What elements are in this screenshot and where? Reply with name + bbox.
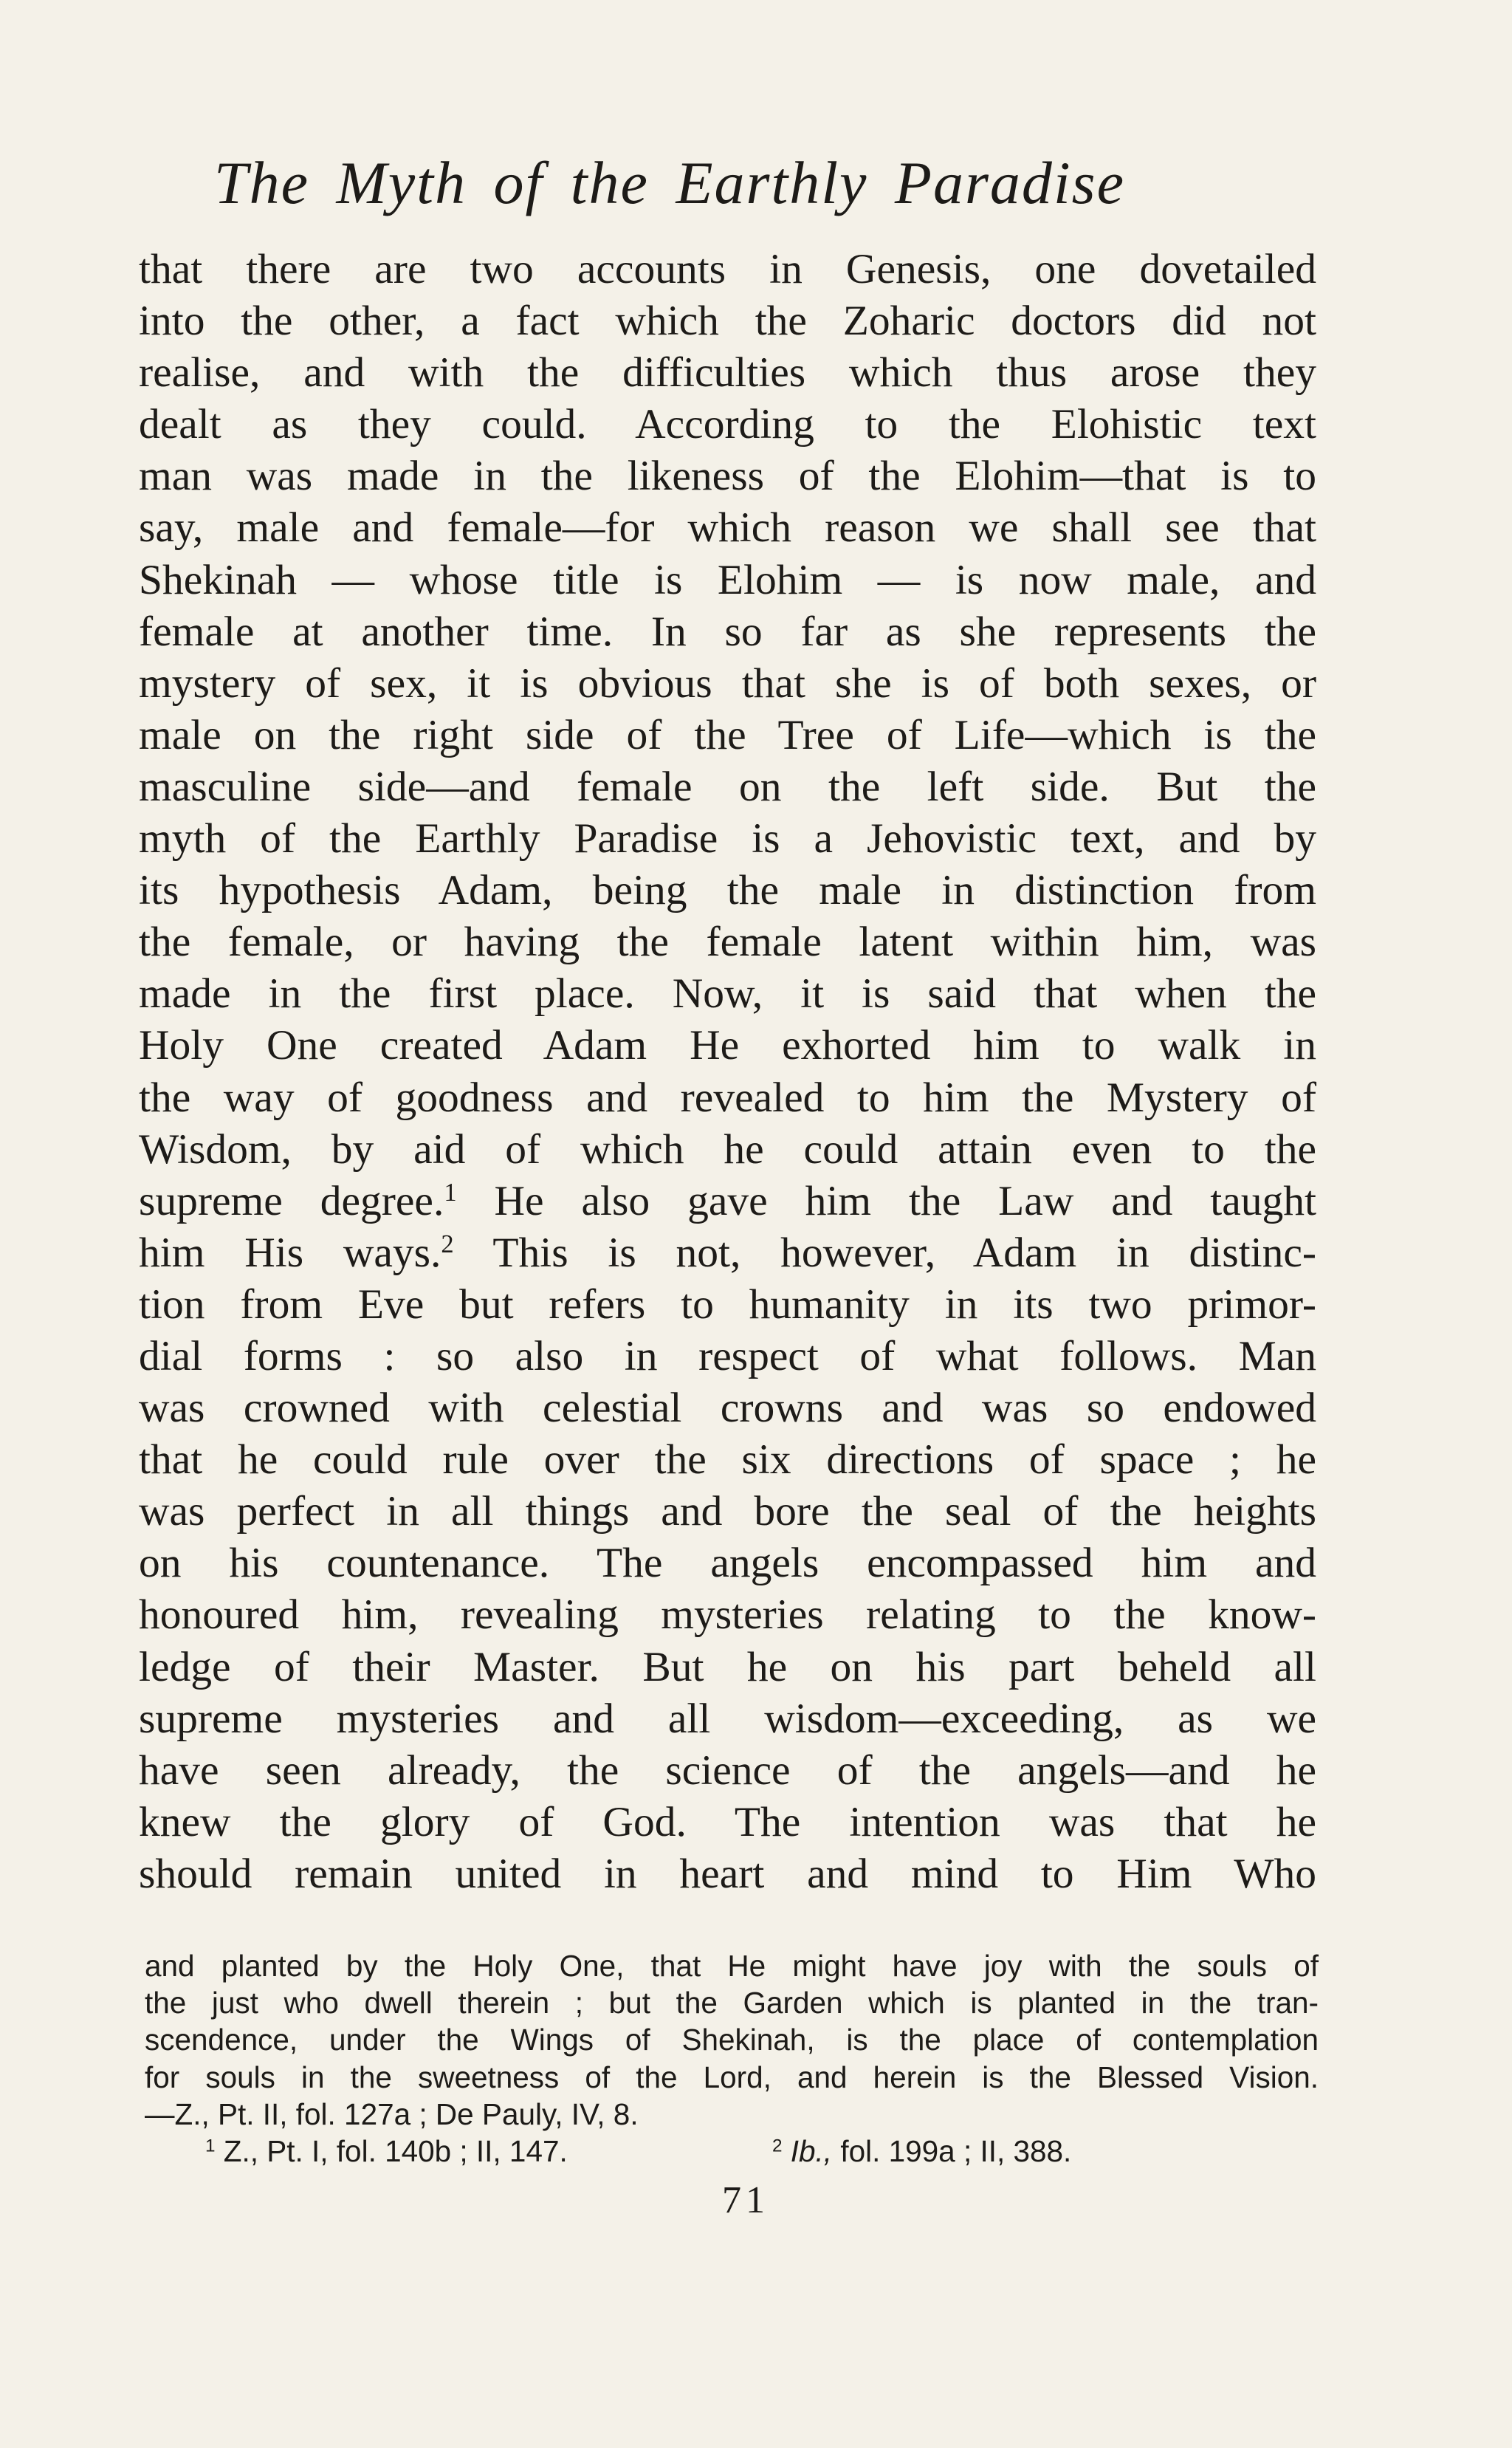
page-number: 71: [722, 2179, 769, 2221]
body-line: say, male and female—for which reason we shall see that: [139, 504, 1316, 552]
footnote-line: scendence, under the Wings of Shekinah, is the place of contemplation: [145, 2023, 1319, 2057]
footnote-2-text: fol. 199a ; II, 388.: [832, 2133, 1072, 2168]
body-line: ledge of their Master. But he on his part beheld all: [139, 1643, 1316, 1690]
footnote-1-mark: 1: [205, 2136, 216, 2156]
body-line: realise, and with the difficulties which thus arose they: [139, 349, 1316, 397]
body-line: was perfect in all things and bore the seal of the heights: [139, 1488, 1316, 1535]
body-line: man was made in the likeness of the Elohim—that is to: [139, 453, 1316, 500]
body-line: that he could rule over the six directions of space ; he: [139, 1436, 1316, 1484]
body-line: dealt as they could. According to the Elohistic text: [139, 401, 1316, 448]
body-line-with-footnote-2: [139, 1227, 1316, 1279]
body-line: myth of the Earthly Paradise is a Jehovistic text, and by: [139, 815, 1316, 863]
body-line: Wisdom, by aid of which he could attain even to the: [139, 1125, 1316, 1173]
body-line-with-footnote-1: [139, 1176, 1316, 1227]
body-line: made in the first place. Now, it is said that when the: [139, 970, 1316, 1018]
body-line: masculine side—and female on the left side. But the: [139, 763, 1316, 810]
footnote-line: and planted by the Holy One, that He might have joy with the souls of: [145, 1949, 1319, 1983]
footnote-marker-2: 2: [441, 1230, 454, 1258]
body-text-fragment: supreme degree.: [139, 1177, 444, 1224]
footnote-references: [145, 2133, 1319, 2170]
footnote-line: for souls in the sweetness of the Lord, and herein is the Blessed Vision.: [145, 2060, 1319, 2094]
body-text: [139, 244, 1316, 1900]
footnote-1-text: Z., Pt. I, fol. 140b ; II, 147.: [215, 2133, 568, 2168]
body-line: the way of goodness and revealed to him the Mystery of: [139, 1074, 1316, 1121]
body-line: into the other, a fact which the Zoharic doctors did not: [139, 298, 1316, 345]
body-line: have seen already, the science of the angels—and he: [139, 1746, 1316, 1794]
footnote-line: the just who dwell therein ; but the Garden which is planted in the tran-: [145, 1986, 1319, 2020]
body-line: should remain united in heart and mind to Him Who: [139, 1850, 1316, 1897]
body-line: mystery of sex, it is obvious that she is of both sexes, or: [139, 659, 1316, 707]
body-line: knew the glory of God. The intention was that he: [139, 1798, 1316, 1845]
body-line: the female, or having the female latent within him, was: [139, 919, 1316, 966]
footnotes: [145, 1947, 1319, 2170]
body-line: tion from Eve but refers to humanity in its two primor-: [139, 1280, 1316, 1328]
body-line: supreme mysteries and all wisdom—exceeding, as we: [139, 1695, 1316, 1742]
body-line: male on the right side of the Tree of Life—which is the: [139, 711, 1316, 758]
body-line: that there are two accounts in Genesis, one dovetailed: [139, 246, 1316, 292]
body-line: on his countenance. The angels encompassed him and: [139, 1540, 1316, 1587]
footnote-citation: —Z., Pt. II, fol. 127a ; De Pauly, IV, 8.: [145, 2096, 639, 2131]
body-line: female at another time. In so far as she represents the: [139, 608, 1316, 655]
body-line: its hypothesis Adam, being the male in distinction from: [139, 867, 1316, 914]
footnote-1: [205, 2133, 568, 2170]
footnote-2-mark: 2: [772, 2136, 783, 2156]
body-line: was crowned with celestial crowns and was so endowed: [139, 1385, 1316, 1432]
footnote-2: [772, 2133, 1071, 2170]
body-line: honoured him, revealing mysteries relating to the know-: [139, 1591, 1316, 1639]
footnote-marker-1: 1: [444, 1178, 457, 1207]
body-text-fragment: This is not, however, Adam in distinc-: [453, 1229, 1316, 1276]
body-line: Shekinah — whose title is Elohim — is now male, and: [139, 556, 1316, 603]
footnote-2-ib: Ib.,: [782, 2133, 833, 2168]
body-line: Holy One created Adam He exhorted him to walk in: [139, 1022, 1316, 1069]
body-line: dial forms : so also in respect of what follows. Man: [139, 1332, 1316, 1379]
running-head: The Myth of the Earthly Paradise: [214, 149, 1125, 216]
body-text-fragment: He also gave him the Law and taught: [456, 1177, 1316, 1224]
body-text-fragment: him His ways.: [139, 1229, 441, 1276]
